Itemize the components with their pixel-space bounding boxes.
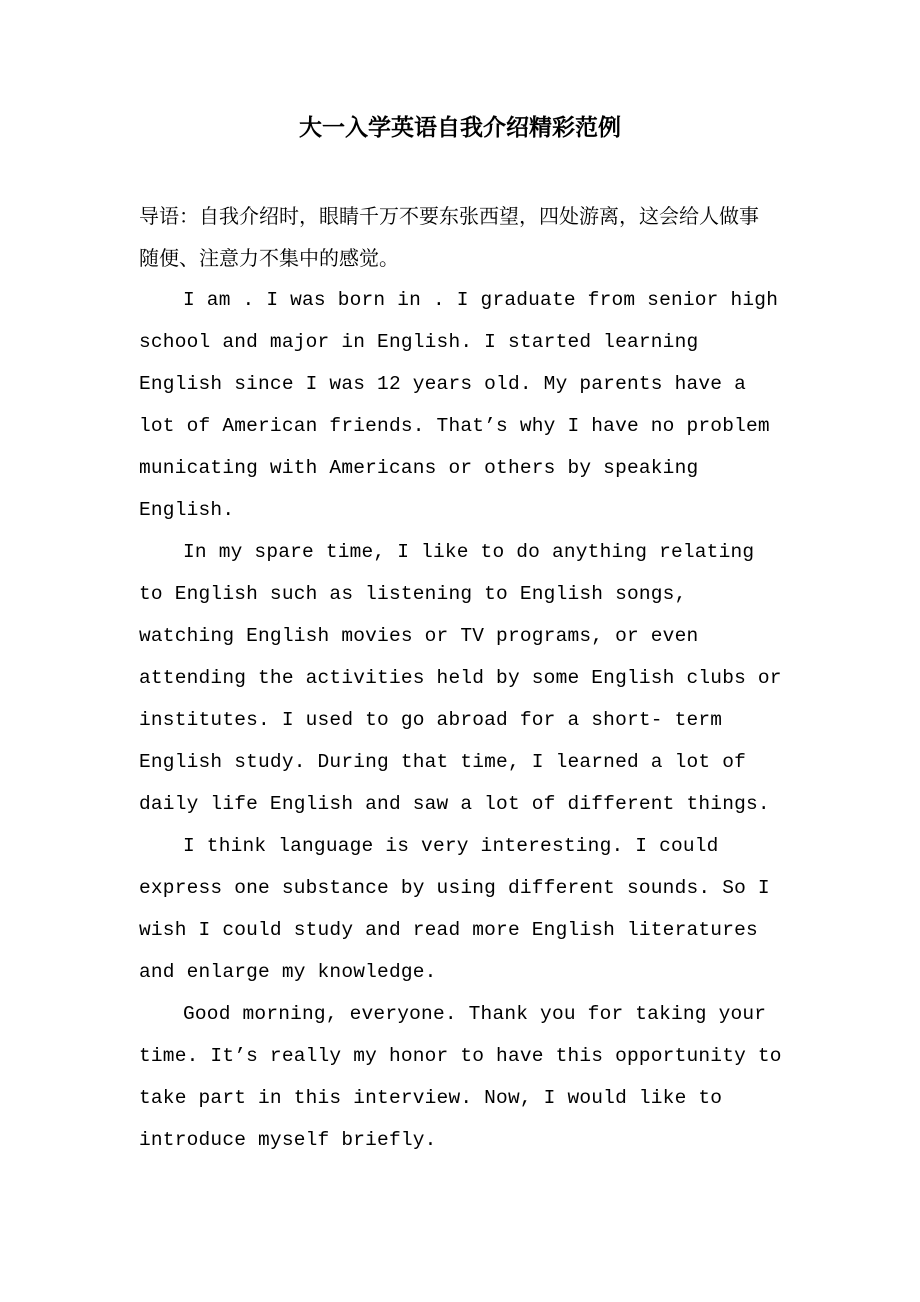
page-title: 大一入学英语自我介绍精彩范例 — [299, 114, 621, 141]
document-body — [139, 195, 789, 1161]
body-paragraph-3: I think language is very interesting. I could express one substance by using different sounds. So I wish I could study and read more English literatures and enlarge my knowledge. — [139, 835, 770, 983]
intro-paragraph: 导语：自我介绍时，眼睛千万不要东张西望，四处游离，这会给人做事随便、注意力不集中的感觉。 — [139, 204, 759, 270]
body-paragraph-2: In my spare time, I like to do anything relating to English such as listening to English songs, watching English movies or TV programs, or even attending the activities held by some English clubs or institutes. I used to go abroad for a short- term English study. During that time, I learned a lot of daily life English and saw a lot of different things. — [139, 541, 782, 815]
body-paragraph-4: Good morning, everyone. Thank you for taking your time. It’s really my honor to have this opportunity to take part in this interview. Now, I would like to introduce myself briefly. — [139, 1003, 782, 1151]
body-paragraph-1: I am . I was born in . I graduate from senior high school and major in English. I started learning English since I was 12 years old. My parents have a lot of American friends. That’s why I have no problem municating with Americans or others by speaking English. — [139, 289, 779, 521]
